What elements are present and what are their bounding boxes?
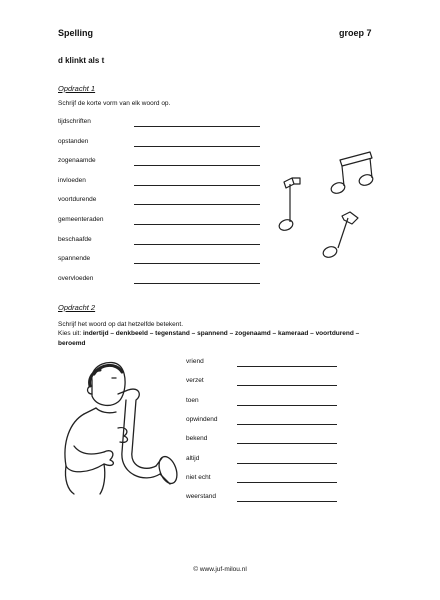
opdracht-2-answer-line[interactable] bbox=[237, 443, 337, 444]
opdracht-2-word: verzet bbox=[186, 377, 204, 385]
opdracht-2-word: altijd bbox=[186, 454, 200, 462]
opdracht-1-answer-line[interactable] bbox=[134, 204, 260, 205]
footer-copyright: © www.juf-milou.nl bbox=[193, 566, 247, 573]
opdracht-2-answer-line[interactable] bbox=[237, 463, 337, 464]
page-title: Spelling bbox=[58, 28, 94, 38]
choose-label: Kies uit: bbox=[58, 330, 82, 337]
opdracht-1-word: beschaafde bbox=[58, 235, 92, 243]
group-label: groep 7 bbox=[339, 28, 372, 38]
opdracht-2-heading: Opdracht 2 bbox=[58, 303, 96, 312]
opdracht-1-word: tijdschriften bbox=[58, 118, 91, 125]
opdracht-1-answer-line[interactable] bbox=[134, 185, 260, 186]
topic-subtitle: d klinkt als t bbox=[58, 56, 105, 65]
opdracht-1-instruction: Schrijf de korte vorm van elk woord op. bbox=[58, 100, 171, 107]
opdracht-1-word: gemeenteraden bbox=[58, 216, 104, 223]
opdracht-2-word: vriend bbox=[186, 358, 204, 365]
opdracht-2-answer-line[interactable] bbox=[237, 501, 337, 502]
opdracht-1-answer-line[interactable] bbox=[134, 263, 260, 264]
opdracht-1-answer-line[interactable] bbox=[134, 224, 260, 225]
opdracht-1-answer-line[interactable] bbox=[134, 126, 260, 127]
opdracht-1-answer-line[interactable] bbox=[134, 165, 260, 166]
opdracht-1-word: opstanden bbox=[58, 137, 89, 145]
opdracht-2-answer-line[interactable] bbox=[237, 405, 337, 406]
opdracht-1-word: zogenaamde bbox=[58, 157, 96, 165]
saxophone-player-illustration bbox=[60, 356, 190, 496]
opdracht-2-word: opwindend bbox=[186, 415, 218, 423]
opdracht-2-instruction: Schrijf het woord op dat hetzelfde betekent. bbox=[58, 321, 184, 328]
opdracht-2-answer-line[interactable] bbox=[237, 424, 337, 425]
opdracht-2-word: bekend bbox=[186, 435, 208, 443]
opdracht-2-word: niet echt bbox=[186, 473, 211, 481]
opdracht-1-answer-line[interactable] bbox=[134, 146, 260, 147]
music-notes-illustration bbox=[262, 148, 382, 288]
opdracht-1-answer-line[interactable] bbox=[134, 244, 260, 245]
opdracht-2-answer-line[interactable] bbox=[237, 366, 337, 367]
opdracht-1-word: spannende bbox=[58, 255, 91, 263]
opdracht-2-choices bbox=[58, 330, 359, 337]
opdracht-2-answer-line[interactable] bbox=[237, 385, 337, 386]
opdracht-2-word: weerstand bbox=[186, 493, 216, 501]
choices-line-1: indertijd – denkbeeld – tegenstand – spannend – zogenaamd – kameraad – voortdurend – bbox=[82, 330, 360, 337]
opdracht-1-word: overvloeden bbox=[58, 274, 94, 282]
opdracht-1-heading: Opdracht 1 bbox=[58, 84, 96, 93]
opdracht-1-answer-line[interactable] bbox=[134, 283, 260, 284]
opdracht-2-answer-line[interactable] bbox=[237, 482, 337, 483]
opdracht-1-word: invloeden bbox=[58, 176, 86, 184]
opdracht-1-word: voortdurende bbox=[58, 196, 97, 204]
choices-line-2: beroemd bbox=[58, 340, 86, 347]
opdracht-2-word: toen bbox=[186, 396, 199, 404]
